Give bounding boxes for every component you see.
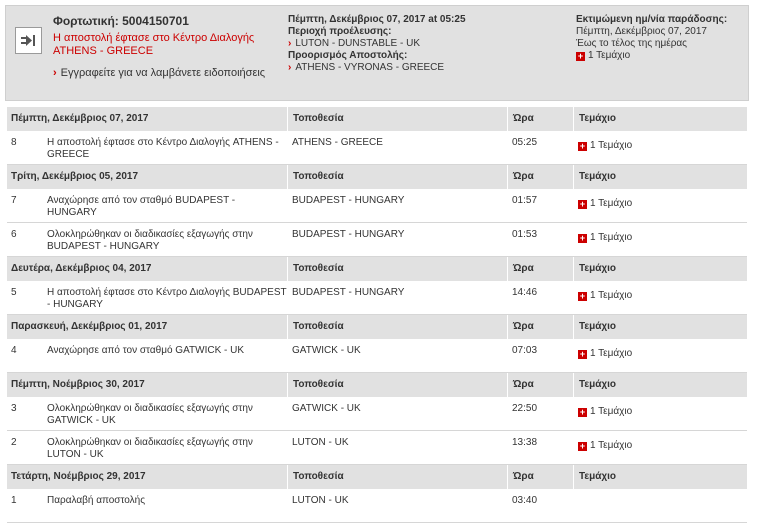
arrow-right-into-box-icon xyxy=(20,34,37,47)
waybill-number: Φορτωτική: 5004150701 xyxy=(53,14,189,28)
plus-icon[interactable]: + xyxy=(579,291,586,301)
time-column-header: Ώρα xyxy=(507,465,573,489)
event-location: LUTON - UK xyxy=(287,489,507,523)
event-description: Η αποστολή έφτασε στο Κέντρο Διαλογής ATHENS - GREECE xyxy=(47,131,287,165)
origin-value: › LUTON - DUNSTABLE - UK xyxy=(288,38,420,49)
piece-column-header: Τεμάχιο xyxy=(573,107,747,131)
plus-icon[interactable]: + xyxy=(577,51,584,61)
event-number: 7 xyxy=(7,189,47,223)
chevron-right-icon: › xyxy=(53,67,57,79)
event-description: Ολοκληρώθηκαν οι διαδικασίες εξαγωγής στην BUDAPEST - HUNGARY xyxy=(47,223,287,257)
event-location: GATWICK - UK xyxy=(287,339,507,373)
event-piece-label: 1 Τεμάχιο xyxy=(590,232,633,243)
time-column-header: Ώρα xyxy=(507,373,573,397)
table-row xyxy=(7,397,747,431)
event-description: Ολοκληρώθηκαν οι διαδικασίες εξαγωγής στην GATWICK - UK xyxy=(47,397,287,431)
event-number: 6 xyxy=(7,223,47,257)
event-location: BUDAPEST - HUNGARY xyxy=(287,189,507,223)
location-column-header: Τοποθεσία xyxy=(287,315,507,339)
date-group-header xyxy=(7,257,747,281)
origin-label: Περιοχή προέλευσης: xyxy=(288,26,392,37)
pieces-toggle[interactable]: + 1 Τεμάχιο xyxy=(577,50,631,61)
group-date: Πέμπτη, Νοέμβριος 30, 2017 xyxy=(7,373,287,397)
table-row xyxy=(7,281,747,315)
event-location: BUDAPEST - HUNGARY xyxy=(287,281,507,315)
location-column-header: Τοποθεσία xyxy=(287,373,507,397)
event-time: 03:40 xyxy=(507,489,573,523)
event-time: 13:38 xyxy=(507,431,573,465)
event-piece[interactable] xyxy=(573,431,747,465)
event-time: 01:57 xyxy=(507,189,573,223)
location-column-header: Τοποθεσία xyxy=(287,165,507,189)
event-time: 22:50 xyxy=(507,397,573,431)
time-column-header: Ώρα xyxy=(507,315,573,339)
location-column-header: Τοποθεσία xyxy=(287,107,507,131)
event-description: Αναχώρησε από τον σταθμό BUDAPEST - HUNGARY xyxy=(47,189,287,223)
event-number: 1 xyxy=(7,489,47,523)
event-piece-label: 1 Τεμάχιο xyxy=(590,198,633,209)
group-date: Τρίτη, Δεκέμβριος 05, 2017 xyxy=(7,165,287,189)
event-number: 8 xyxy=(7,131,47,165)
time-column-header: Ώρα xyxy=(507,257,573,281)
location-column-header: Τοποθεσία xyxy=(287,257,507,281)
table-row xyxy=(7,189,747,223)
event-number: 2 xyxy=(7,431,47,465)
plus-icon[interactable]: + xyxy=(579,141,586,151)
event-time: 01:53 xyxy=(507,223,573,257)
event-location: LUTON - UK xyxy=(287,431,507,465)
event-piece[interactable] xyxy=(573,397,747,431)
event-location: ATHENS - GREECE xyxy=(287,131,507,165)
table-row xyxy=(7,431,747,465)
table-row xyxy=(7,131,747,165)
date-group-header xyxy=(7,107,747,131)
event-location: BUDAPEST - HUNGARY xyxy=(287,223,507,257)
date-group-header xyxy=(7,165,747,189)
event-time: 05:25 xyxy=(507,131,573,165)
event-piece-label: 1 Τεμάχιο xyxy=(590,348,633,359)
event-description: Ολοκληρώθηκαν οι διαδικασίες εξαγωγής στην LUTON - UK xyxy=(47,431,287,465)
time-column-header: Ώρα xyxy=(507,165,573,189)
event-piece[interactable] xyxy=(573,189,747,223)
event-number: 3 xyxy=(7,397,47,431)
piece-column-header: Τεμάχιο xyxy=(573,315,747,339)
destination-label: Προορισμός Αποστολής: xyxy=(288,50,408,61)
table-row xyxy=(7,489,747,523)
date-group-header xyxy=(7,373,747,397)
group-date: Δευτέρα, Δεκέμβριος 04, 2017 xyxy=(7,257,287,281)
plus-icon[interactable]: + xyxy=(579,349,586,359)
shipment-status: Η αποστολή έφτασε στο Κέντρο Διαλογής ATHENS - GREECE xyxy=(53,32,255,57)
destination-value: › ATHENS - VYRONAS - GREECE xyxy=(288,62,445,73)
event-piece-label: 1 Τεμάχιο xyxy=(590,406,633,417)
event-piece[interactable] xyxy=(573,339,747,373)
event-number: 5 xyxy=(7,281,47,315)
table-row xyxy=(7,339,747,373)
chevron-right-icon: › xyxy=(288,62,292,73)
tracking-history xyxy=(7,107,747,523)
event-piece[interactable] xyxy=(573,281,747,315)
plus-icon[interactable]: + xyxy=(579,233,586,243)
event-piece-label: 1 Τεμάχιο xyxy=(590,440,633,451)
estimated-delivery-date: Πέμπτη, Δεκέμβριος 07, 2017 xyxy=(576,26,707,37)
event-time: 14:46 xyxy=(507,281,573,315)
chevron-right-icon: › xyxy=(288,38,292,49)
date-group-header xyxy=(7,465,747,489)
event-piece xyxy=(573,489,747,523)
event-description: Παραλαβή αποστολής xyxy=(47,489,287,523)
estimated-delivery-label: Εκτιμώμενη ημ/νία παράδοσης: xyxy=(576,14,728,25)
group-date: Τετάρτη, Νοέμβριος 29, 2017 xyxy=(7,465,287,489)
piece-column-header: Τεμάχιο xyxy=(573,165,747,189)
subscribe-link-label: Εγγραφείτε για να λαμβάνετε ειδοποιήσεις xyxy=(60,67,266,79)
shipment-summary xyxy=(5,5,749,101)
event-piece[interactable] xyxy=(573,223,747,257)
event-location: GATWICK - UK xyxy=(287,397,507,431)
location-column-header: Τοποθεσία xyxy=(287,465,507,489)
group-date: Πέμπτη, Δεκέμβριος 07, 2017 xyxy=(7,107,287,131)
event-number: 4 xyxy=(7,339,47,373)
expand-details-button[interactable] xyxy=(15,27,42,54)
piece-column-header: Τεμάχιο xyxy=(573,373,747,397)
piece-column-header: Τεμάχιο xyxy=(573,465,747,489)
event-time: 07:03 xyxy=(507,339,573,373)
event-piece-label: 1 Τεμάχιο xyxy=(590,290,633,301)
subscribe-link[interactable] xyxy=(53,66,268,80)
event-description: Αναχώρησε από τον σταθμό GATWICK - UK xyxy=(47,339,287,373)
last-update-datetime: Πέμπτη, Δεκέμβριος 07, 2017 at 05:25 xyxy=(288,14,466,25)
piece-column-header: Τεμάχιο xyxy=(573,257,747,281)
plus-icon[interactable]: + xyxy=(579,199,586,209)
event-description: Η αποστολή έφτασε στο Κέντρο Διαλογής BUDAPEST - HUNGARY xyxy=(47,281,287,315)
event-piece-label: 1 Τεμάχιο xyxy=(590,140,633,151)
estimated-delivery-note: Έως το τέλος της ημέρας xyxy=(576,38,687,49)
table-row xyxy=(7,223,747,257)
time-column-header: Ώρα xyxy=(507,107,573,131)
plus-icon[interactable]: + xyxy=(579,407,586,417)
group-date: Παρασκευή, Δεκέμβριος 01, 2017 xyxy=(7,315,287,339)
event-piece[interactable] xyxy=(573,131,747,165)
plus-icon[interactable]: + xyxy=(579,441,586,451)
date-group-header xyxy=(7,315,747,339)
